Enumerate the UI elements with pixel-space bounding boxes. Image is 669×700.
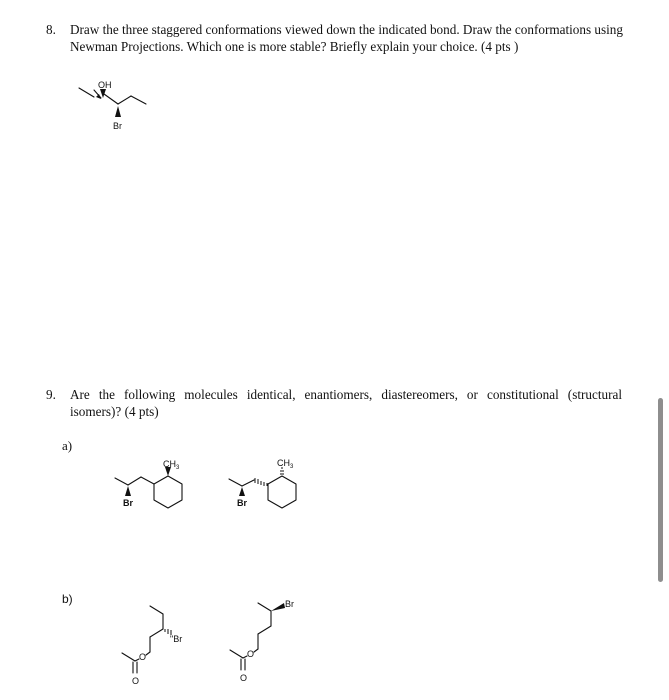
- question-8-text: Draw the three staggered conformations viewed down the indicated bond. Draw the conformations using Newman Projections. Which one is more stable? Briefly explain your choice. (4 pts ): [70, 22, 623, 54]
- a2-label-br: Br: [237, 498, 248, 508]
- part-a-label: a): [62, 438, 73, 453]
- question-9-number: 9.: [46, 387, 56, 402]
- b2-label-ester-o: O: [247, 649, 255, 659]
- question-9-text: Are the following molecules identical, enantiomers, diastereomers, or constitutional (structural isomers)? (4 pts): [70, 387, 622, 419]
- b1-bond-1: [150, 606, 163, 614]
- b1-bond-3: [150, 629, 163, 637]
- q8-label-br: Br: [113, 121, 122, 131]
- b1-label-ester-o: O: [139, 652, 147, 662]
- q8-label-oh: OH: [98, 80, 112, 90]
- part-b-molecule-1: [122, 606, 182, 686]
- b1-label-br: "Br: [170, 634, 183, 644]
- b2-bond-3: [258, 626, 271, 634]
- b1-bond-7: [122, 653, 135, 661]
- a1-label-ch3: $CH_3$: [163, 459, 180, 471]
- question-8-number: 8.: [46, 22, 56, 37]
- b2-bond-7: [230, 650, 243, 658]
- b2-label-carbonyl-o: O: [240, 673, 248, 683]
- part-b-label: b): [62, 592, 73, 606]
- part-b-molecule-2: [230, 599, 294, 683]
- vertical-scrollbar[interactable]: [658, 398, 663, 582]
- b1-label-carbonyl-o: O: [132, 676, 140, 686]
- b2-bond-1: [258, 603, 271, 611]
- b2-bond-5: [254, 649, 258, 652]
- b2-label-br: Br: [285, 599, 294, 609]
- a1-label-br: Br: [123, 498, 134, 508]
- b1-bond-5: [146, 652, 150, 655]
- b2-wedge-br: [271, 603, 285, 611]
- a2-label-ch3: $CH_3$: [277, 458, 294, 470]
